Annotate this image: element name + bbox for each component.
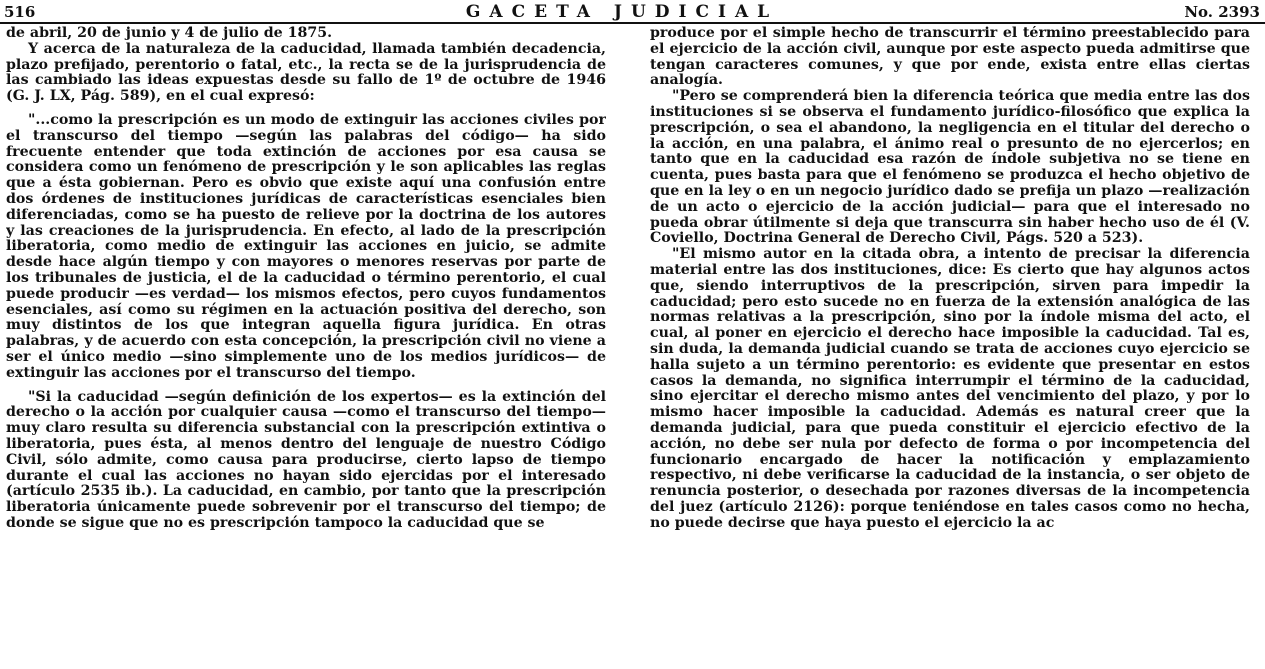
left-paragraph-caducidad: Y acerca de la naturaleza de la caducidad, llamada también decadencia, plazo prefijado, perentorio o fatal, etc., la recta se de la jurisprudencia de las cambiado las ideas expuestas desde su fallo de 1º de octubre de 1946 (G. J. LX, Pág. 589), en el cual expresó:	[6, 40, 606, 105]
right-paragraph-continuation: produce por el simple hecho de transcurrir el término preestablecido para el ejercicio de la acción civil, aunque por este aspecto pueda admitirse que tengan caracteres comunes, y que por ende, exista entre ellas ciertas analogía.	[650, 26, 1250, 89]
right-paragraph-diferencia-teorica: "Pero se comprenderá bien la diferencia teórica que media entre las dos instituciones si se observa el fundamento jurídico-filosófico que explica la prescripción, o sea el abandono, la negligencia en el titular del derecho o la acción, en una palabra, el ánimo real o presunto de no ejercerlos; en tanto que en la caducidad esa razón de índole subjetiva no se tiene en cuenta, pues basta para que el fenómeno se produzca el hecho objetivo de que en la ley o en un negocio jurídico dado se prefija un plazo —realización de un acto o ejercicio de la acción judicial— para que el interesado no pueda obrar útilmente si deja que transcurra sin haber hecho uso de él (V. Coviello, Doctrina General de Derecho Civil, Págs. 520 a 523).	[650, 88, 1250, 247]
right-paragraph-coviello: "El mismo autor en la citada obra, a intento de precisar la diferencia material entre las dos instituciones, dice: Es cierto que hay algunos actos que, siendo interruptivos de la prescripción, sirven para impedir la caducidad; pero esto sucede no en fuerza de la extensión analógica de las normas relativas a la prescripción, sino por la índole misma del acto, el cual, al poner en ejercicio el derecho hace imposible la caducidad. Tal es, sin duda, la demanda judicial cuando se trata de acciones cuyo ejercicio se halla sujeto a un término perentorio: es evidente que presentar en estos casos la demanda, no significa interrumpir el término de la caducidad, sino ejercitar el derecho mismo antes del vencimiento del plazo, y por lo mismo hacer imposible la caducidad. Además es natural creer que la demanda judicial, para que pueda constituir el ejercicio efectivo de la acción, no debe ser nula por defecto de forma o por incompetencia del funcionario encargado de hacer la notificación y emplazamiento respectivo, ni debe verificarse la caducidad de la instancia, o ser objeto de renuncia posterior, o desechada por razones diversas de la incompetencia del juez (artículo 2126): porque teniéndose en tales casos como no hecha, no puede decirse que haya puesto el ejercicio la ac	[650, 246, 1250, 531]
running-head	[4, 0, 1260, 24]
left-column	[6, 26, 606, 669]
left-paragraph-quote-caducidad: "Si la caducidad —según definición de los expertos— es la extinción del derecho o la acción por cualquier causa —como el transcurso del tiempo— muy claro resulta su diferencia substancial con la prescripción extintiva o liberatoria, pues ésta, al menos dentro del lenguaje de nuestro Código Civil, sólo admite, como causa para producirse, cierto lapso de tiempo durante el cual las acciones no hayan sido ejercidas por el interesado (artículo 2535 ib.). La caducidad, en cambio, por tanto que la prescripción liberatoria únicamente puede sobrevenir por el transcurso del tiempo; de donde se sigue que no es prescripción tampoco la caducidad que se	[6, 388, 606, 531]
journal-title: GACETA JUDICIAL	[465, 2, 779, 22]
left-paragraph-quote-prescripcion: "...como la prescripción es un modo de extinguir las acciones civiles por el transcurso del tiempo —según las palabras del código— ha sido frecuente entender que toda extinción de acciones por esa causa se considera como un fenómeno de prescripción y le son aplicables las reglas que a ésta gobiernan. Pero es obvio que existe aquí una confusión entre dos órdenes de instituciones jurídicas de características esenciales bien diferenciadas, como se ha puesto de relieve por la doctrina de los autores y las creaciones de la jurisprudencia. En efecto, al lado de la prescripción liberatoria, como medio de extinguir las acciones en juicio, se admite desde hace algún tiempo y con mayores o menores reservas por parte de los tribunales de justicia, el de la caducidad o término perentorio, el cual puede producir —es verdad— los mismos efectos, pero cuyos fundamentos esenciales, así como su régimen en la actuación positiva del derecho, son muy distintos de los que integran aquella figura jurídica. En otras palabras, y de acuerdo con esta concepción, la prescripción civil no viene a ser el único medio —sino simplemente uno de los medios jurídicos— de extinguir las acciones por el transcurso del tiempo.	[6, 111, 606, 381]
right-column	[650, 26, 1250, 669]
left-paragraph-continuation: de abril, 20 de junio y 4 de julio de 1875.	[6, 26, 333, 41]
header-rule	[0, 22, 1265, 24]
issue-number: No. 2393	[1184, 3, 1260, 21]
page-number: 516	[4, 3, 36, 21]
